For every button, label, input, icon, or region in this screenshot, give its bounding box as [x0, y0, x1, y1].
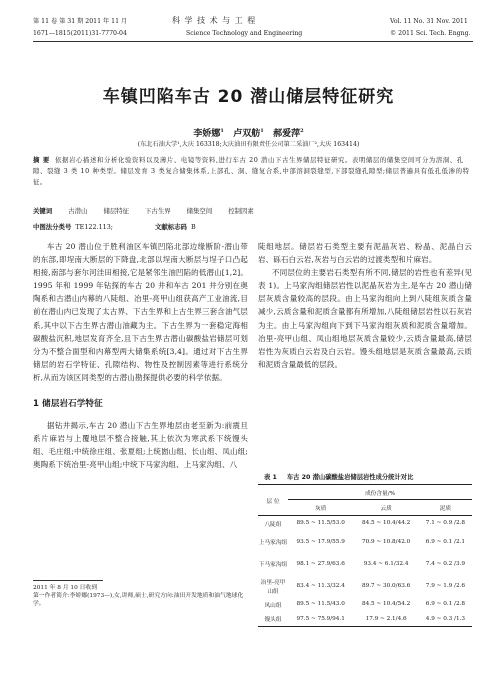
- right-paragraph: 不同层位的主要岩石类型有所不同,储层的岩性也有差异(见表 1)。上马家沟组储层岩性以泥晶灰岩为主,是车古 20 潜山储层灰质含量较高的层段。由上马家沟组向上到八陡组灰质含量减少,云质含量和泥质含量都有所增加,八陡组储层岩性以石灰岩为主。由上马家沟组向下到下马家沟组灰质和泥质含量增加。冶里-亮甲山组、凤山组地层灰质含量较少,云质含量最高,储层岩性为灰质白云岩及白云岩。馒头组地层是灰质含量最高,云质和泥质含量最低的层段。: [258, 268, 472, 369]
- table-cell-layer: 冶里-亮甲山组: [260, 579, 286, 595]
- table-cell: 97.5 ~ 75.9/94.1: [296, 615, 345, 622]
- table-cell: 83.4 ~ 11.3/32.4: [296, 582, 345, 589]
- header-rule: [33, 41, 473, 42]
- lithology-table: [258, 484, 472, 627]
- keyword: 控制因素: [228, 207, 254, 215]
- author-affil-mark: 2: [300, 128, 304, 134]
- table-caption-num: 表 1: [264, 474, 277, 481]
- intro-paragraph: 车古 20 潜山位于胜利油区车镇凹陷北部边缘断阶-潜山带的东部,即埕南大断层的下降盘,北部以埕南大断层与埕子口凸起相接,南部与套尔河洼田相接,它是紧邻生油凹陷的低潜山[1,2]。1995 年和 1999 年钻探的车古 20 井和车古 201 井分别在奥陶系和古潜山内幕的八陡组、冶里-亮甲山组获高产工业油流,目前在潜山内已发现了太古界、下古生界和上古生界三套含油气层系,其中以下古生界古潜山油藏为主。下古生界为一套稳定海相碳酸盐沉积,地层发育齐全,且下古生界古潜山碳酸盐岩储层可划分为不整合面型和内幕型两大储集系统[3,4]。通过对下古生界储层的岩石学特征、孔隙结构、物性及控制因素等进行系统分析,从而为该区同类型的古潜山勘探提供必要的科学依据。: [33, 242, 248, 382]
- copyright-line: © 2011 Sci. Tech. Engng.: [390, 30, 471, 37]
- table-col-header: 泥质: [439, 506, 452, 512]
- table-cell: 6.9 ~ 0.1 /2.1: [425, 538, 466, 545]
- section-heading: 1 储层岩石学特征: [33, 399, 103, 410]
- table-header-layer: 层 位: [266, 498, 280, 505]
- clc-label: 中图法分类号: [33, 223, 72, 231]
- keyword: 古潜山: [68, 207, 88, 215]
- keyword: 下古生界: [145, 207, 171, 215]
- table-caption: [258, 472, 472, 481]
- doc-code-value: B: [191, 223, 196, 231]
- table-row: [258, 553, 472, 575]
- footnote: [33, 584, 248, 608]
- table-cell-layer: 下马家沟组: [258, 562, 288, 568]
- doc-code-label: 文献标志码: [154, 223, 187, 231]
- journal-vol-en: Vol. 11 No. 31 Nov. 2011: [390, 18, 468, 25]
- table-cell-layer: 八陡组: [264, 521, 282, 528]
- table-cell: 70.9 ~ 10.8/42.0: [361, 538, 411, 545]
- table-cell: 7.4 ~ 0.2 /3.9: [425, 560, 466, 567]
- table-header-group: 成份含量/%: [288, 485, 472, 500]
- author-affil-mark: 1: [260, 128, 264, 134]
- table-cell: 89.5 ~ 11.5/53.0: [296, 520, 345, 527]
- table-cell: 7.1 ~ 0.9 /2.8: [425, 520, 466, 527]
- author-bio: 第一作者简介:李娇娜(1973—),女,讲师,硕士,研究方向:油田开发地质和油气地球化学。: [33, 593, 244, 607]
- author-list: [0, 126, 497, 139]
- table-cell: 89.5 ~ 11.5/43.0: [296, 601, 345, 607]
- abstract: [33, 155, 473, 188]
- table-row: [258, 612, 472, 627]
- right-paragraph: 陡组地层。储层岩石类型主要有泥晶灰岩、粉晶、泥晶白云岩、砾石白云岩,灰岩与白云岩的过渡类型和片麻岩。: [258, 242, 472, 265]
- footnote-rule: [33, 580, 103, 581]
- table-cell: 6.9 ~ 0.1 /2.8: [425, 601, 466, 607]
- received-date: 2011 年 8 月 10 日收到: [33, 585, 98, 591]
- table-cell: 4.9 ~ 0.3 /1.3: [425, 615, 466, 622]
- paper-title: 车镇凹陷车古 20 潜山储层特征研究: [102, 87, 395, 107]
- keyword: 储层特征: [103, 207, 129, 215]
- table-cell-layer: 上马家沟组: [258, 540, 288, 546]
- keyword: 储集空间: [186, 207, 213, 215]
- author-affil-mark: 1: [220, 128, 224, 134]
- left-column: [33, 240, 248, 472]
- table-cell: 89.7 ~ 30.0/63.6: [361, 582, 411, 589]
- table-row: [258, 597, 472, 612]
- abstract-text: 依据岩心描述和分析化验资料以及薄片、电镜等资料,进行车古 20 潜山下古生界储层特征研究。表明储层的储集空间可分为溶洞、孔隙、裂缝 3 类 10 种类型。储层发育 3 类复合储集体系,上部孔、洞、缝复合系,中部溶洞裂缝型,下部裂缝孔隙型;储层普遍具有低孔低渗的特征。: [33, 156, 470, 186]
- table-row: [258, 575, 472, 597]
- journal-volume-line: 第 11 卷 第 31 期 2011 年 11 月: [33, 18, 128, 25]
- clc-value: TE122.113;: [75, 223, 113, 231]
- table-cell: 84.5 ~ 10.4/44.2: [361, 520, 411, 527]
- keywords-label: 关键词: [33, 207, 53, 215]
- abstract-label: 摘 要: [33, 156, 50, 164]
- journal-name-cn: 科 学 技 术 与 工 程: [172, 16, 257, 25]
- right-column: [258, 240, 472, 371]
- journal-name-en: Science Technology and Engineering: [186, 30, 303, 37]
- author-name: 郝爱萍: [273, 129, 301, 139]
- table-row: [258, 531, 472, 553]
- classification-line: [33, 222, 196, 231]
- table-cell-layer: 凤山组: [264, 602, 282, 609]
- table-cell: 93.4 ~ 6.1/32.4: [363, 560, 409, 567]
- article-code: 1671—1815(2011)31-7770-04: [33, 30, 127, 37]
- table-cell: 93.5 ~ 17.9/55.9: [296, 538, 345, 545]
- table-cell-layer: 馒头组: [264, 617, 282, 624]
- table-cell: 7.9 ~ 1.9 /2.6: [425, 582, 466, 589]
- table-caption-text: 车古 20 潜山碳酸盐岩储层岩性成分统计对比: [286, 474, 414, 481]
- keywords: [33, 206, 254, 215]
- table-cell: 84.5 ~ 10.4/54.2: [361, 601, 411, 607]
- author-name: 卢双舫: [233, 129, 261, 139]
- author-name: 李娇娜: [193, 129, 221, 139]
- table-col-header: 灰质: [315, 506, 327, 512]
- table-cell: 17.9 ~ 2.1/4.6: [365, 615, 407, 622]
- table-cell: 98.1 ~ 27.9/63.6: [296, 560, 345, 567]
- table-col-header: 云质: [380, 506, 392, 512]
- affiliation: (东北石油大学¹,大庆 163318;大庆油田有限责任公司第二采油厂²,大庆 163414): [137, 141, 360, 148]
- table-row: [258, 516, 472, 531]
- section-paragraph: 据钻井揭示,车古 20 潜山下古生界地层由老至新为:前震旦系片麻岩与上覆地层不整合接触,其上依次为寒武系下统馒头组、毛庄组;中统徐庄组、张夏组;上统崮山组、长山组、凤山组;奥陶系下统冶里-亮甲山组;中统下马家沟组、上马家沟组、八: [33, 421, 248, 470]
